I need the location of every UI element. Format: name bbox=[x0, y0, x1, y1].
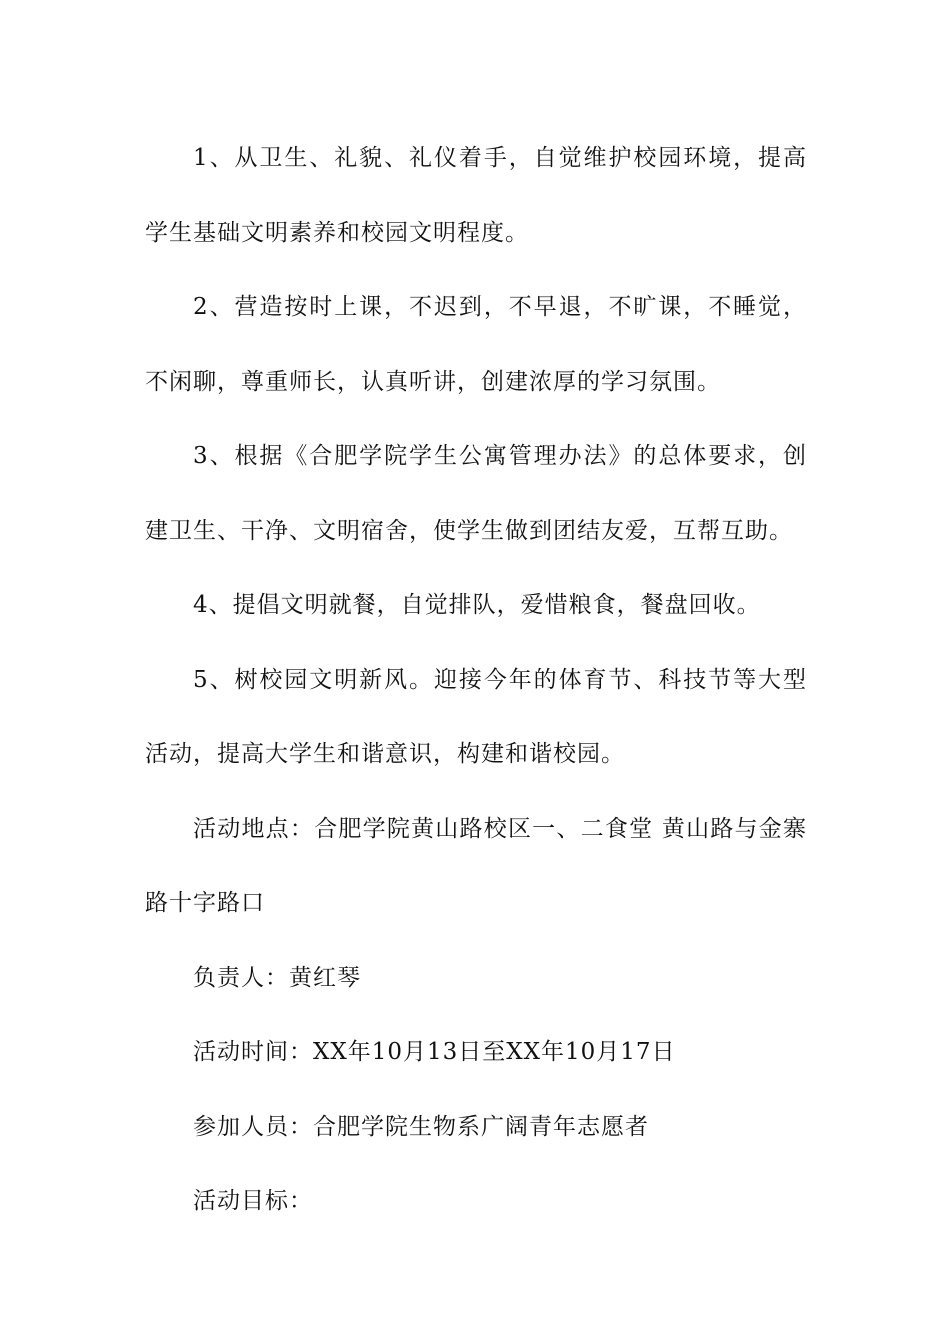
paragraph-participants: 参加人员：合肥学院生物系广阔青年志愿者 bbox=[193, 1113, 649, 1140]
paragraph-activity-time: 活动时间：XX年10月13日至XX年10月17日 bbox=[193, 1039, 676, 1065]
paragraph-goal-4: 4、提倡文明就餐，自觉排队，爱惜粮食，餐盘回收。 bbox=[193, 592, 761, 618]
paragraph-goal-1: 1、从卫生、礼貌、礼仪着手，自觉维护校园环境，提高学生基础文明素养和校园文明程度。 bbox=[145, 145, 807, 246]
paragraph-activity-objective: 活动目标： bbox=[193, 1188, 313, 1214]
document-body bbox=[145, 121, 807, 1239]
paragraph-goal-2: 2、营造按时上课，不迟到，不早退，不旷课，不睡觉，不闲聊，尊重师长，认真听讲，创建浓厚的学习氛围。 bbox=[145, 294, 807, 395]
paragraph-goal-3: 3、根据《合肥学院学生公寓管理办法》的总体要求，创建卫生、干净、文明宿舍，使学生做到团结友爱，互帮互助。 bbox=[145, 443, 807, 544]
paragraph-person-in-charge: 负责人：黄红琴 bbox=[193, 964, 361, 991]
paragraph-activity-location: 活动地点：合肥学院黄山路校区一、二食堂 黄山路与金寨路十字路口 bbox=[145, 815, 807, 916]
paragraph-goal-5: 5、树校园文明新风。迎接今年的体育节、科技节等大型活动，提高大学生和谐意识，构建和谐校园。 bbox=[145, 666, 807, 767]
